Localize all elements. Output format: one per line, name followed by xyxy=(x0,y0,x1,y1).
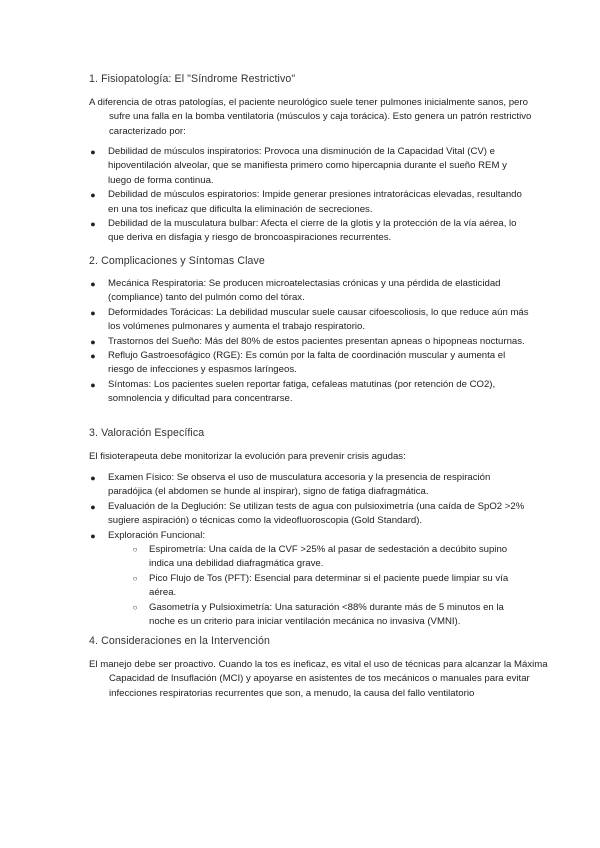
bullet-icon: ● xyxy=(90,473,96,483)
section-4-intro: El manejo debe ser proactivo. Cuando la tos es ineficaz, es vital el uso de técnicas para alcanzar la Máxima Capacidad de Insuflación (MCI) y apoyarse en asistentes de tos mecánicos o manuales para evitar infecciones respiratorias recurrentes que son, a menudo, la causa del fallo ventilatorio xyxy=(89,659,548,699)
bullet-icon: ● xyxy=(90,147,96,157)
list-item: ● Examen Físico: Se observa el uso de musculatura accesoria y la presencia de respiración paradójica (el abdomen se hunde al inspirar), signo de fatiga diafragmática. xyxy=(90,472,491,498)
bullet-icon: ● xyxy=(90,190,96,201)
section-3-intro: El fisioterapeuta debe monitorizar la evolución para prevenir crisis agudas: xyxy=(89,451,406,462)
bullet-icon: ● xyxy=(90,379,96,390)
list-item: ○ Pico Flujo de Tos (PFT): Esencial para determinar si el paciente puede limpiar su vía aérea. xyxy=(132,572,509,599)
section-2-list xyxy=(89,277,529,407)
circle-bullet-icon: ○ xyxy=(132,545,138,555)
bullet-icon: ● xyxy=(90,501,96,512)
bullet-icon: ● xyxy=(90,307,96,318)
section-1-intro: A diferencia de otras patologías, el paciente neurológico suele tener pulmones inicialmente sanos, pero sufre una falla en la bomba ventilatoria (músculos y caja torácica). Esto genera un patrón restrictivo caracterizado por: xyxy=(89,97,532,137)
section-3-heading: 3. Valoración Específica xyxy=(89,427,205,439)
list-item: ○ Gasometría y Pulsioximetría: Una saturación <88% durante más de 5 minutos en la noche es un criterio para iniciar ventilación mecánica no invasiva (VMNI). xyxy=(132,601,504,628)
bullet-icon: ● xyxy=(90,279,96,289)
circle-bullet-icon: ○ xyxy=(132,573,138,583)
list-item: ● Trastornos del Sueño: Más del 80% de estos pacientes presentan apneas o hipopneas nocturnas. xyxy=(89,335,529,349)
bullet-icon: ● xyxy=(90,336,96,347)
circle-bullet-icon: ○ xyxy=(132,602,138,612)
bullet-icon: ● xyxy=(90,219,96,230)
section-4-heading: 4. Consideraciones en la Intervención xyxy=(89,635,270,647)
list-item: ● Debilidad de músculos inspiratorios: Provoca una disminución de la Capacidad Vital (CV) e hipoventilación alveolar, que se manifiesta primero como hipercapnia durante el sueño REM y luego de forma continua. xyxy=(90,146,507,186)
list-item: ● Evaluación de la Deglución: Se utilizan tests de agua con pulsioximetría (una caída de SpO2 >2% sugiere aspiración) o técnicas como la videofluoroscopia (Gold Standard). xyxy=(90,500,525,527)
list-item: ● Debilidad de músculos espiratorios: Impide generar presiones intratorácicas elevadas, resultando en una tos ineficaz que dificulta la eliminación de secreciones. xyxy=(90,189,522,215)
list-item: ○ Espirometría: Una caída de la CVF >25% al pasar de sedestación a decúbito supino indica una debilidad diafragmática grave. xyxy=(132,544,508,570)
section-1-list xyxy=(89,145,529,246)
section-1-heading: 1. Fisiopatología: El "Síndrome Restrictivo" xyxy=(89,73,296,85)
section-2-heading: 2. Complicaciones y Síntomas Clave xyxy=(89,255,265,267)
list-item: ● Mecánica Respiratoria: Se producen microatelectasias crónicas y una pérdida de elasticidad (compliance) tanto del pulmón como del tórax. xyxy=(90,278,501,304)
bullet-icon: ● xyxy=(90,351,96,362)
bullet-icon: ● xyxy=(90,530,96,541)
list-item: ● Reflujo Gastroesofágico (RGE): Es común por la falta de coordinación muscular y aumenta el riesgo de infecciones y espasmos laríngeos. xyxy=(90,350,506,376)
list-item: ● Síntomas: Los pacientes suelen reportar fatiga, cefaleas matutinas (por retención de CO2), somnolencia y dificultad para concentrarse. xyxy=(90,378,496,405)
list-item: ● Deformidades Torácicas: La debilidad muscular suele causar cifoescoliosis, lo que reduce aún más los volúmenes pulmonares y aumenta el trabajo respiratorio. xyxy=(90,306,529,333)
section-3-sublist xyxy=(125,543,529,629)
section-3-list xyxy=(89,471,529,629)
list-item: ● Debilidad de la musculatura bulbar: Afecta el cierre de la glotis y la protección de la vía aérea, lo que deriva en disfagia y riesgo de broncoaspiraciones recurrentes. xyxy=(90,218,517,244)
list-item: ● Exploración Funcional: ○ Espirometría: Una caída de la CVF >25% al pasar de sedestación a decúbito supino indica una debilidad diafragmática grave. ○ Pico Flujo de Tos (PFT): Esencial para determinar si el paciente puede limpiar su vía aérea. ○ Gasometría y Pulsioximetría: Una saturación <88% durante más de 5 minutos en la noche es un criterio para iniciar ventilación mecánica no invasiva (VMNI). xyxy=(89,529,529,630)
